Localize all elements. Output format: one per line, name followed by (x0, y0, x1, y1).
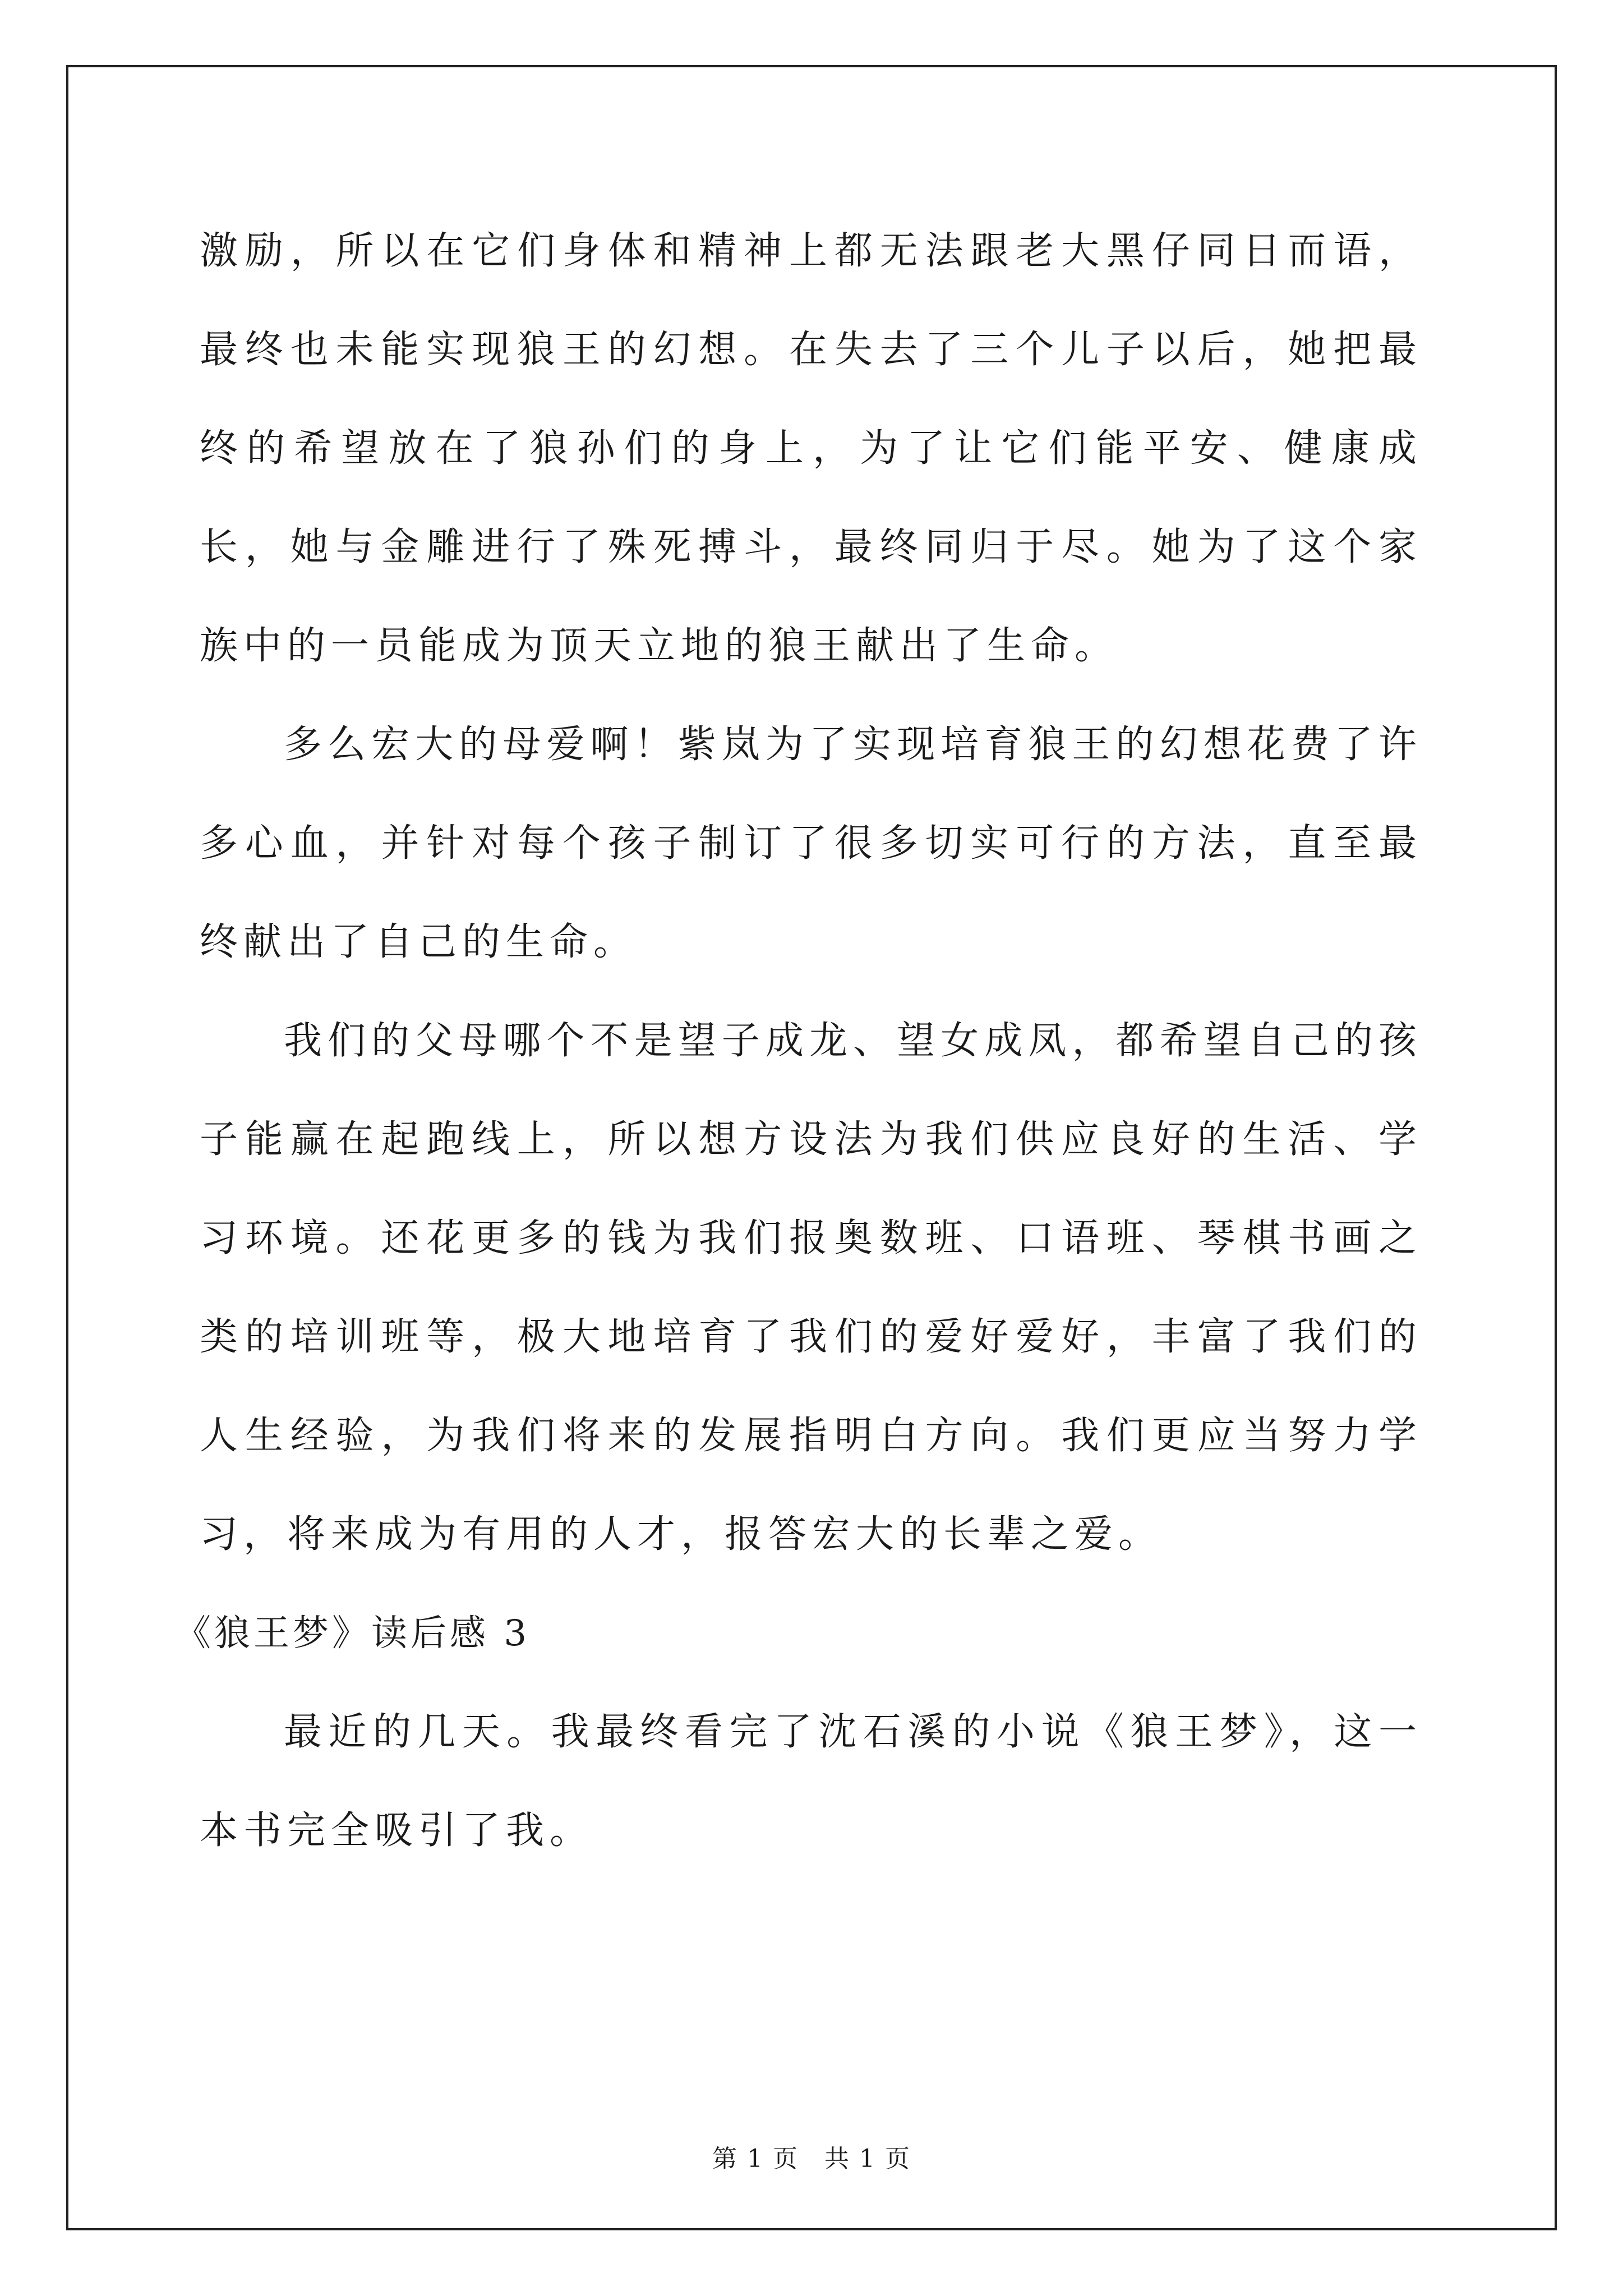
paragraph: 激励，所以在它们身体和精神上都无法跟老大黑仔同日而语，最终也未能实现狼王的幻想。在失去了三个儿子以后，她把最终的希望放在了狼孙们的身上，为了让它们能平安、健康成长，她与金雕进行了殊死搏斗，最终同归于尽。她为了这个家族中的一员能成为顶天立地的狼王献出了生命。 (200, 229, 1422, 668)
paragraph: 我们的父母哪个不是望子成龙、望女成凤，都希望自己的孩子能赢在起跑线上，所以想方设法为我们供应良好的生活、学习环境。还花更多的钱为我们报奥数班、口语班、琴棋书画之类的培训班等，极大地培育了我们的爱好爱好，丰富了我们的人生经验，为我们将来的发展指明白方向。我们更应当努力学习，将来成为有用的人才，报答宏大的长辈之爱。 (200, 1019, 1422, 1557)
paragraph: 最近的几天。我最终看完了沈石溪的小说《狼王梦》，这一本书完全吸引了我。 (200, 1710, 1422, 1853)
section-heading: 《狼王梦》读后感 3 (175, 1613, 531, 1654)
document-body (175, 202, 1422, 1880)
page-footer: 第 1 页 共 1 页 (712, 2145, 911, 2173)
paragraph: 多么宏大的母爱啊！紫岚为了实现培育狼王的幻想花费了许多心血，并针对每个孩子制订了很多切实可行的方法，直至最终献出了自己的生命。 (200, 723, 1422, 964)
